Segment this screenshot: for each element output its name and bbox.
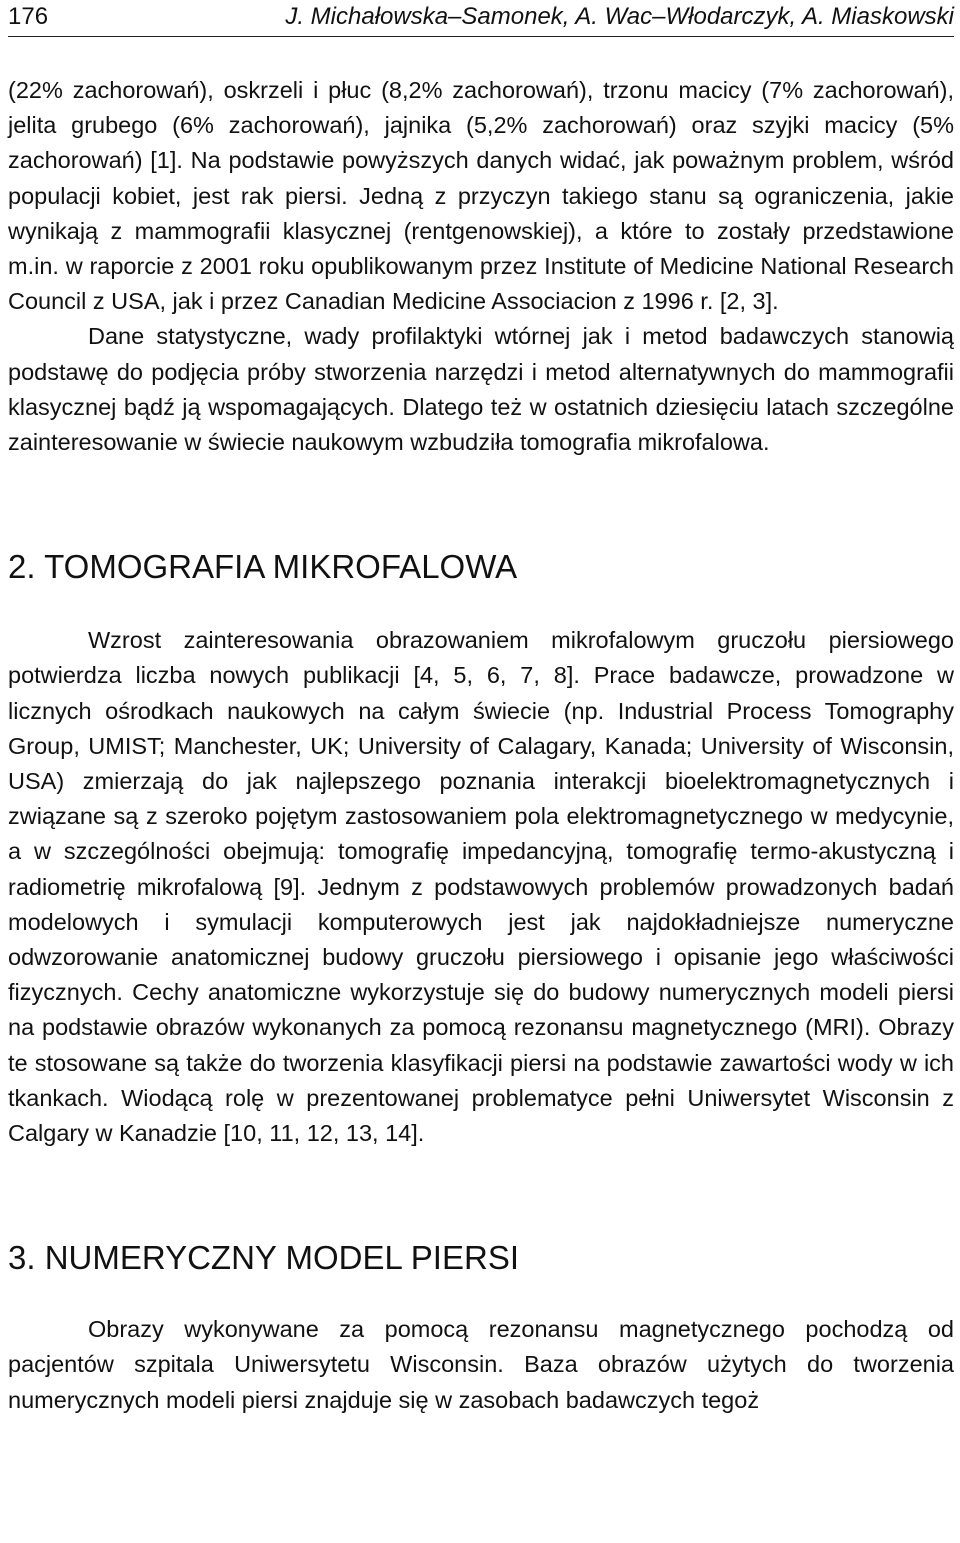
paragraph-numerical-model: Obrazy wykonywane za pomocą rezonansu magnetycznego pochodzą od pacjentów szpitala Uniwersytetu Wisconsin. Baza obrazów użytych do tworzenia numerycznych modeli piersi znajduje się w zasobach badawczych tegoż (8, 1316, 954, 1413)
running-title: J. Michałowska–Samonek, A. Wac–Włodarczyk, A. Miaskowski (285, 3, 954, 30)
section-heading-model: 3. NUMERYCZNY MODEL PIERSI (8, 1239, 520, 1277)
document-page (8, 0, 954, 1418)
page-number: 176 (8, 3, 49, 30)
paragraph-microwave-imaging: Wzrost zainteresowania obrazowaniem mikrofalowym gruczołu piersiowego potwierdza liczba nowych publikacji [4, 5, 6, 7, 8]. Prace badawcze, prowadzone w licznych ośrodkach naukowych na całym świecie (np. Industrial Process Tomography Group, UMIST; Manchester, UK; University of Calagary, Kanada; University of Wisconsin, USA) zmierzają do jak najlepszego poznania interakcji bioelektromagnetycznych i związane są z szeroko pojętym zastosowaniem pola elektromagnetycznego w medycynie, a w szczególności obejmują: tomografię impedancyjną, tomografię termo-akustyczną i radiometrię mikrofalową [9]. Jednym z podstawowych problemów prowadzonych badań modelowych i symulacji komputerowych jest jak najdokładniejsze numeryczne odwzorowanie anatomicznej budowy gruczołu piersiowego i opisanie jego właściwości fizycznych. Cechy anatomiczne wykorzystuje się do budowy numerycznych modeli piersi na podstawie obrazów wykonanych za pomocą rezonansu magnetycznego (MRI). Obrazy te stosowane są także do tworzenia klasyfikacji piersi na podstawie zawartości wody w ich tkankach. Wiodącą rolę w prezentowanej problematyce pełni Uniwersytet Wisconsin z Calgary w Kanadzie [10, 11, 12, 13, 14]. (8, 627, 954, 1147)
paragraph-intro-continuation: (22% zachorowań), oskrzeli i płuc (8,2% zachorowań), trzonu macicy (7% zachorowań), jelita grubego (6% zachorowań), jajnika (5,2% zachorowań) oraz szyjki macicy (5% zachorowań) [1]. Na podstawie powyższych danych widać, jak poważnym problem, wśród populacji kobiet, jest rak piersi. Jedną z przyczyn takiego stanu są ograniczenia, jakie wynikają z mammografii klasycznej (rentgenowskiej), a które to zostały przedstawione m.in. w raporcie z 2001 roku opublikowanym przez Institute of Medicine National Research Council z USA, jak i przez Canadian Medicine Associacion z 1996 r. [2, 3]. (8, 77, 954, 315)
section-heading-tomografia: 2. TOMOGRAFIA MIKROFALOWA (8, 548, 518, 586)
paragraph-statistics: Dane statystyczne, wady profilaktyki wtórnej jak i metod badawczych stanowią podstawę do podjęcia próby stworzenia narzędzi i metod alternatywnych do mammografii klasycznej bądź ją wspomagających. Dlatego też w ostatnich dziesięciu latach szczególne zainteresowanie w świecie naukowym wzbudziła tomografia mikrofalowa. (8, 323, 954, 456)
running-head (8, 0, 954, 37)
